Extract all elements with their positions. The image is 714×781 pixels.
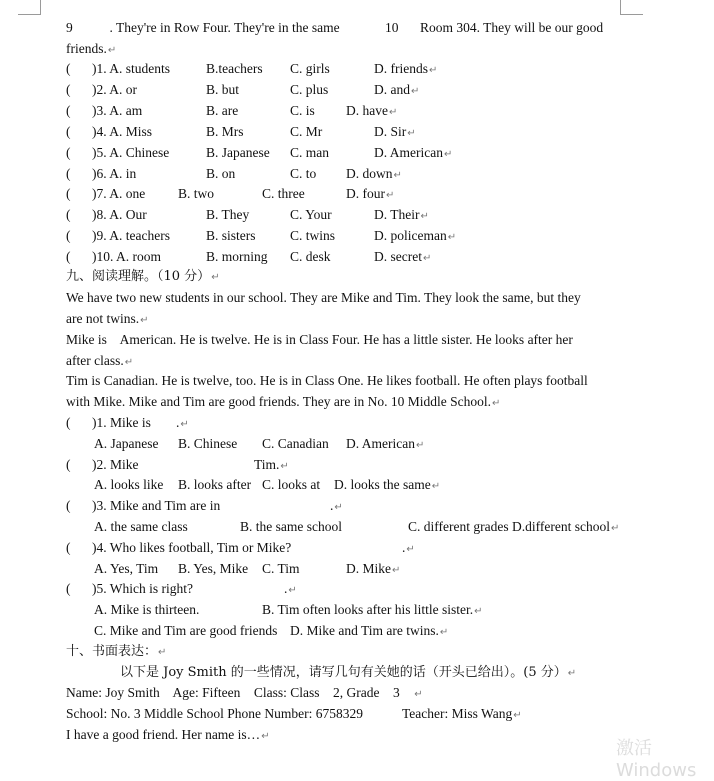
option-text: C. desk	[290, 249, 331, 265]
writing-info-line-1	[66, 683, 423, 703]
q2-option-b: B. looks after	[178, 477, 252, 492]
cloze-6-option-d	[346, 164, 402, 186]
cloze-2-option-d	[374, 80, 419, 102]
q5-option-a: A. Mike is thirteen.	[94, 602, 200, 617]
option-text: )9. A. teachers	[92, 228, 170, 244]
cloze-8-option-b	[206, 205, 249, 225]
paragraph-mark-icon: ↵	[411, 85, 420, 97]
passage-text: with Mike. Mike and Tim are good friends. They are in No. 10 Middle School.	[66, 394, 491, 409]
q2-option-a: A. looks like	[94, 477, 164, 492]
option-text: )3. A. am	[92, 102, 143, 118]
writing-heading-text: 十、书面表达：	[66, 644, 158, 659]
option-text: B. but	[206, 81, 240, 97]
option-text: C. girls	[290, 61, 330, 76]
cloze-4-option-d	[374, 122, 416, 144]
paragraph-mark-icon: ↵	[407, 127, 416, 139]
writing-info-line-2	[66, 704, 363, 724]
cloze-2-option-q	[92, 80, 137, 100]
q3-option-c: C. different grades	[408, 519, 509, 534]
cloze-8-option-q	[92, 205, 147, 225]
paragraph-mark-icon: ↵	[180, 419, 189, 430]
stem-end: .	[284, 581, 288, 596]
cloze-3-option-q	[92, 101, 142, 121]
stem-end: Tim.	[254, 457, 280, 472]
option-text: C. is	[290, 102, 315, 118]
answer-paren[interactable]: (	[66, 61, 71, 76]
option-text: B. Japanese	[206, 144, 270, 160]
answer-paren[interactable]: (	[66, 540, 71, 555]
option-text: B. are	[206, 102, 239, 118]
writing-heading	[66, 642, 166, 662]
paragraph-mark-icon: ↵	[393, 169, 402, 181]
paragraph-mark-icon: ↵	[386, 190, 395, 202]
paragraph-mark-icon: ↵	[211, 272, 220, 283]
reading-heading-text: 九、阅读理解。（10 分）	[66, 269, 211, 284]
cloze-9-option-b	[206, 226, 256, 246]
option-text: )7. A. one	[92, 186, 146, 202]
cloze-9-option-d	[374, 226, 456, 248]
cloze-10-option-c	[290, 247, 331, 267]
paragraph-mark-icon: ↵	[513, 710, 522, 721]
question-2-stem: )2. Mike	[92, 457, 139, 472]
reading-heading	[66, 267, 220, 287]
cloze-4-option-b	[206, 122, 244, 142]
cloze-8-option-d	[374, 205, 429, 227]
stem-end: .	[330, 498, 334, 513]
answer-paren[interactable]: (	[66, 165, 71, 181]
cloze-6-option-q	[92, 164, 136, 184]
question-5-stem: )5. Which is right?	[92, 581, 193, 596]
option-text: B. They	[206, 207, 250, 223]
blank-number-10: 10	[385, 20, 399, 35]
q4-option-b: B. Yes, Mike	[178, 561, 249, 576]
option-text: B. sisters	[206, 228, 256, 244]
paragraph-mark-icon: ↵	[140, 315, 149, 326]
option-text: C. twins	[290, 228, 336, 244]
q5-option-c: C. Mike and Tim are good friends	[94, 623, 278, 638]
paragraph-mark-icon: ↵	[124, 357, 134, 368]
cloze-4-option-q	[92, 122, 152, 142]
stem-end: .	[176, 415, 180, 430]
q2-option-c: C. looks at	[262, 477, 321, 492]
option-text: D. have	[346, 102, 388, 118]
option-text: D. Their	[374, 207, 420, 223]
option-text: C. three	[262, 186, 305, 202]
cloze-7-option-b	[178, 184, 214, 204]
question-4-stem: )4. Who likes football, Tim or Mike?	[92, 540, 292, 555]
paragraph-mark-icon: ↵	[406, 544, 415, 555]
cloze-3-option-d	[346, 101, 397, 123]
paragraph-mark-icon: ↵	[422, 253, 432, 265]
option-text: D. four	[346, 186, 385, 202]
option-text: D. looks the same	[334, 477, 431, 492]
cloze-1-option-b	[206, 59, 263, 79]
cloze-intro-line-2	[66, 39, 116, 59]
paragraph-mark-icon: ↵	[334, 502, 343, 513]
crop-mark-top-right	[620, 0, 643, 15]
q1-option-a: A. Japanese	[94, 436, 159, 451]
question-5-end	[284, 579, 297, 601]
option-text: B. morning	[206, 249, 268, 265]
option-text: D. and	[374, 81, 410, 97]
cloze-9-option-q	[92, 226, 170, 246]
cloze-5-option-b	[206, 143, 270, 163]
question-2-end	[254, 455, 289, 477]
option-text: )6. A. in	[92, 165, 137, 181]
cloze-2-option-c	[290, 80, 328, 100]
paragraph-mark-icon: ↵	[567, 668, 577, 679]
question-3-end	[330, 496, 343, 518]
option-text: )2. A. or	[92, 81, 137, 97]
answer-paren[interactable]: (	[66, 228, 71, 244]
option-text: B. Mrs	[206, 123, 244, 139]
q3-option-a: A. the same class	[94, 519, 188, 534]
option-text: )5. A. Chinese	[92, 144, 170, 160]
passage-text: are not twins.	[66, 311, 140, 326]
cloze-7-option-q	[92, 184, 145, 204]
option-text: D.different school	[512, 519, 610, 534]
info-text: Name: Joy Smith Age: Fifteen Class: Class 2, Grade 3	[66, 685, 400, 700]
passage-line-4	[66, 351, 133, 371]
option-text: D. American	[346, 436, 415, 451]
cloze-text-3: friends.	[66, 41, 107, 56]
cloze-6-option-b	[206, 164, 235, 184]
option-text: D. secret	[374, 249, 422, 265]
option-text: D. American	[374, 144, 443, 160]
option-text: C. man	[290, 144, 329, 160]
cloze-3-option-b	[206, 101, 238, 121]
option-text: C. Mr	[290, 123, 323, 139]
option-text: B. two	[178, 186, 215, 202]
paragraph-mark-icon: ↵	[107, 45, 117, 56]
paragraph-mark-icon: ↵	[439, 627, 449, 638]
question-1-stem: )1. Mike is	[92, 415, 151, 430]
paragraph-mark-icon: ↵	[420, 211, 429, 223]
option-text: B.teachers	[206, 61, 263, 76]
option-text: )4. A. Miss	[92, 123, 153, 139]
option-text: C. Your	[290, 207, 332, 223]
cloze-1-option-q	[92, 59, 170, 79]
cloze-1-option-d	[374, 59, 437, 81]
q1-option-c: C. Canadian	[262, 436, 329, 451]
passage-text: after class.	[66, 353, 124, 368]
info-text: School: No. 3 Middle School Phone Number: 6758329	[66, 706, 363, 721]
answer-paren[interactable]: (	[66, 457, 71, 472]
passage-line-6	[66, 392, 500, 412]
stem-end: .	[402, 540, 406, 555]
option-text: D. Mike	[346, 561, 391, 576]
paragraph-mark-icon: ↵	[414, 689, 423, 700]
passage-line-5: Tim is Canadian. He is twelve, too. He is in Class One. He likes football. He often plays football	[66, 373, 588, 388]
cloze-5-option-q	[92, 143, 169, 163]
option-text: C. plus	[290, 81, 329, 97]
option-text: D. Mike and Tim are twins.	[290, 623, 439, 638]
teacher-info	[402, 704, 522, 726]
cloze-10-option-b	[206, 247, 268, 267]
cloze-text: . They're in Row Four. They're in the same	[109, 20, 340, 35]
answer-paren[interactable]: (	[66, 415, 71, 430]
option-text: B. Tim often looks after his little sister.	[262, 602, 474, 617]
writing-start-line	[66, 725, 270, 745]
passage-line-1: We have two new students in our school. They are Mike and Tim. They look the same, but they	[66, 290, 581, 305]
passage-line-3: Mike is American. He is twelve. He is in Class Four. He has a little sister. He looks after her	[66, 332, 573, 347]
q4-option-a: A. Yes, Tim	[94, 561, 159, 576]
passage-line-2	[66, 309, 149, 329]
paragraph-mark-icon: ↵	[447, 232, 457, 244]
question-3-stem: )3. Mike and Tim are in	[92, 498, 221, 513]
cloze-7-option-d	[346, 184, 394, 206]
paragraph-mark-icon: ↵	[491, 398, 501, 409]
paragraph-mark-icon: ↵	[429, 65, 438, 76]
answer-paren[interactable]: (	[66, 102, 71, 118]
q4-option-c: C. Tim	[262, 561, 300, 576]
cloze-2-option-b	[206, 80, 239, 100]
option-text: D. friends	[374, 61, 428, 76]
activation-watermark: 激活 Windows	[616, 738, 697, 781]
answer-paren[interactable]: (	[66, 207, 71, 223]
option-text: D. Sir	[374, 123, 407, 139]
cloze-9-option-c	[290, 226, 335, 246]
paragraph-mark-icon: ↵	[261, 731, 270, 742]
writing-instruction-text: 以下是 Joy Smith 的一些情况，请写几句有关她的话（开头已给出）。(5 分）	[120, 665, 567, 680]
cloze-3-option-c	[290, 101, 315, 121]
q2-option-d	[334, 475, 440, 497]
q1-option-b: B. Chinese	[178, 436, 238, 451]
q5-option-b	[262, 600, 483, 622]
cloze-4-option-c	[290, 122, 322, 142]
answer-paren[interactable]: (	[66, 186, 71, 202]
cloze-6-option-c	[290, 164, 316, 184]
paragraph-mark-icon: ↵	[610, 523, 620, 534]
answer-paren[interactable]: (	[66, 81, 71, 97]
cloze-10-option-d	[374, 247, 431, 269]
cloze-text-2: Room 304. They will be our good	[420, 20, 604, 35]
writing-instruction	[120, 663, 576, 683]
answer-paren[interactable]: (	[66, 498, 71, 513]
question-1-end	[176, 413, 189, 435]
q3-option-d	[512, 517, 619, 539]
option-text: B. on	[206, 165, 236, 181]
option-text: )1. A. students	[92, 61, 171, 76]
answer-paren[interactable]: (	[66, 123, 71, 139]
cloze-7-option-c	[262, 184, 305, 204]
paragraph-mark-icon: ↵	[474, 606, 483, 617]
option-text: D. policeman	[374, 228, 447, 244]
q4-option-d	[346, 559, 400, 581]
paragraph-mark-icon: ↵	[415, 440, 425, 451]
paragraph-mark-icon: ↵	[288, 585, 297, 596]
blank-number-9: 9	[66, 20, 73, 35]
q1-option-d	[346, 434, 424, 456]
answer-paren[interactable]: (	[66, 144, 71, 160]
cloze-5-option-c	[290, 143, 329, 163]
cloze-10-option-q	[92, 247, 161, 267]
answer-paren[interactable]: (	[66, 581, 71, 596]
answer-paren[interactable]: (	[66, 249, 71, 265]
paragraph-mark-icon: ↵	[443, 148, 453, 160]
option-text: D. down	[346, 165, 393, 181]
paragraph-mark-icon: ↵	[280, 461, 289, 472]
option-text: )10. A. room	[92, 249, 161, 265]
info-text: Teacher: Miss Wang	[402, 706, 513, 721]
cloze-8-option-c	[290, 205, 332, 225]
paragraph-mark-icon: ↵	[431, 481, 441, 492]
cloze-5-option-d	[374, 143, 452, 165]
cloze-1-option-c	[290, 59, 330, 79]
question-4-end	[402, 538, 415, 560]
crop-mark-top-left	[18, 0, 41, 15]
option-text: )8. A. Our	[92, 207, 147, 223]
paragraph-mark-icon: ↵	[392, 565, 401, 576]
paragraph-mark-icon: ↵	[158, 647, 167, 658]
paragraph-mark-icon: ↵	[388, 106, 398, 118]
q5-option-d	[290, 621, 448, 643]
q3-option-b: B. the same school	[240, 519, 342, 534]
cloze-intro-line-1	[66, 18, 340, 38]
option-text: C. to	[290, 165, 317, 181]
start-text: I have a good friend. Her name is…	[66, 727, 261, 742]
